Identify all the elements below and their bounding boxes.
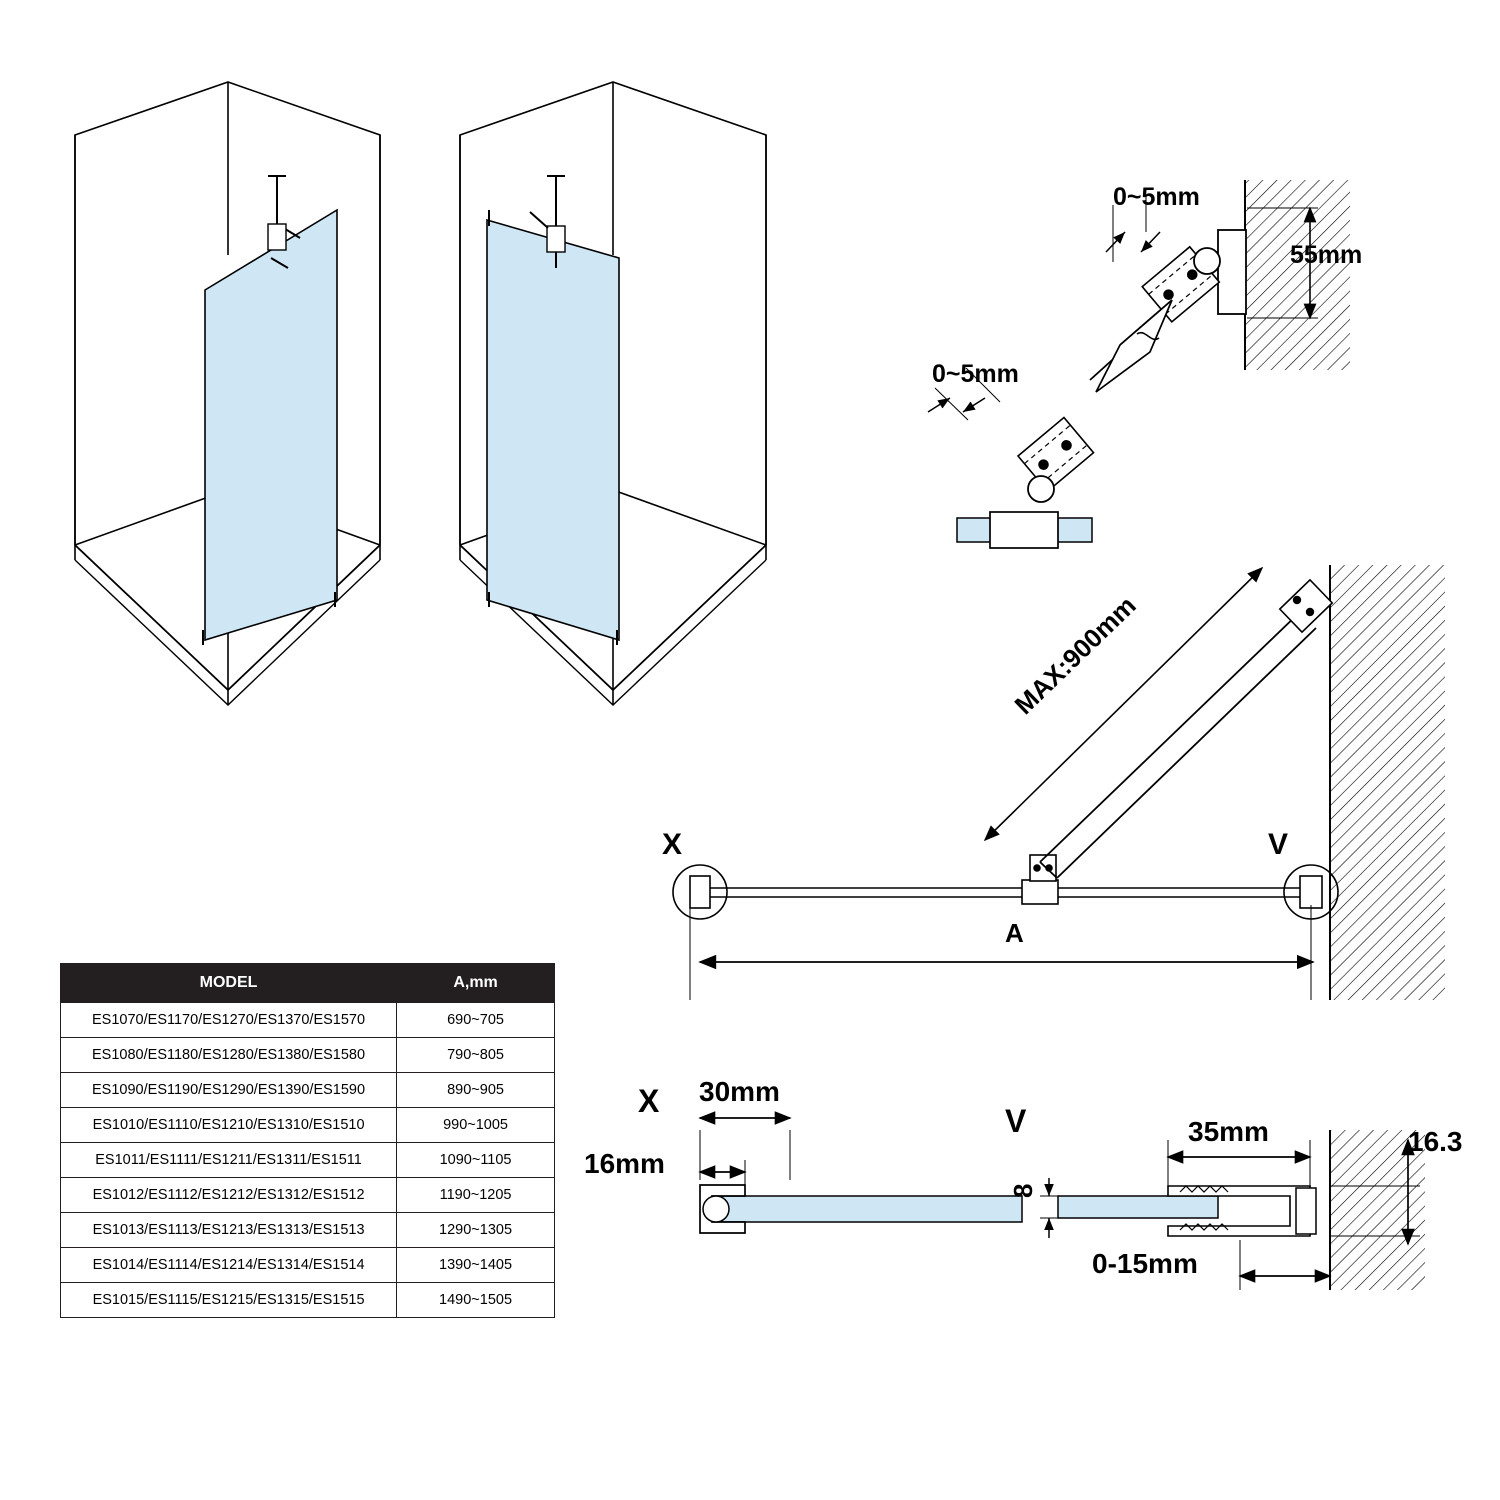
label-support-bar-max: MAX:900mm bbox=[1008, 590, 1142, 721]
label-detail-x-outer: 30mm bbox=[699, 1076, 780, 1107]
table-row bbox=[61, 1283, 555, 1318]
marker-detail-v-plan: V bbox=[1268, 828, 1289, 861]
enclosure-view-left bbox=[75, 82, 380, 705]
cell-a: 1190~1205 bbox=[397, 1178, 555, 1213]
cell-a: 990~1005 bbox=[397, 1108, 555, 1143]
cell-a: 690~705 bbox=[397, 1003, 555, 1038]
detail-x-title: X bbox=[638, 1083, 660, 1119]
table-header-model: MODEL bbox=[61, 964, 397, 1003]
label-detail-v-profile: 35mm bbox=[1188, 1116, 1269, 1147]
cell-a: 1290~1305 bbox=[397, 1213, 555, 1248]
table-row bbox=[61, 1108, 555, 1143]
table-row bbox=[61, 1038, 555, 1073]
label-detail-v-adjust: 0-15mm bbox=[1092, 1248, 1198, 1279]
cell-model: ES1014/ES1114/ES1214/ES1314/ES1514 bbox=[61, 1248, 397, 1283]
label-width-a: A bbox=[1005, 918, 1024, 948]
cell-a: 1490~1505 bbox=[397, 1283, 555, 1318]
detail-v-title: V bbox=[1005, 1103, 1027, 1139]
table-row bbox=[61, 1003, 555, 1038]
cell-model: ES1011/ES1111/ES1211/ES1311/ES1511 bbox=[61, 1143, 397, 1178]
cell-model: ES1015/ES1115/ES1215/ES1315/ES1515 bbox=[61, 1283, 397, 1318]
cell-model: ES1070/ES1170/ES1270/ES1370/ES1570 bbox=[61, 1003, 397, 1038]
table-header-a: A,mm bbox=[397, 964, 555, 1003]
label-bracket-gap-lower: 0~5mm bbox=[932, 360, 1019, 388]
cell-model: ES1010/ES1110/ES1210/ES1310/ES1510 bbox=[61, 1108, 397, 1143]
table-row bbox=[61, 1143, 555, 1178]
table-row bbox=[61, 1073, 555, 1108]
cell-model: ES1090/ES1190/ES1290/ES1390/ES1590 bbox=[61, 1073, 397, 1108]
label-detail-v-height: 16.3 bbox=[1408, 1126, 1463, 1157]
plan-view-support-bar bbox=[673, 565, 1445, 1000]
cell-a: 1090~1105 bbox=[397, 1143, 555, 1178]
cell-a: 1390~1405 bbox=[397, 1248, 555, 1283]
marker-detail-x-plan: X bbox=[662, 828, 683, 861]
table-header-row bbox=[61, 964, 555, 1003]
cell-model: ES1012/ES1112/ES1212/ES1312/ES1512 bbox=[61, 1178, 397, 1213]
label-bracket-gap-top: 0~5mm bbox=[1113, 183, 1200, 211]
table-row bbox=[61, 1213, 555, 1248]
label-detail-x-inner: 16mm bbox=[584, 1148, 665, 1179]
detail-x-section bbox=[700, 1118, 1022, 1233]
cell-a: 890~905 bbox=[397, 1073, 555, 1108]
label-detail-v-glass: 8 bbox=[1008, 1183, 1038, 1198]
cell-a: 790~805 bbox=[397, 1038, 555, 1073]
cell-model: ES1013/ES1113/ES1213/ES1313/ES1513 bbox=[61, 1213, 397, 1248]
enclosure-view-right bbox=[460, 82, 766, 705]
table-row bbox=[61, 1178, 555, 1213]
table-row bbox=[61, 1248, 555, 1283]
cell-model: ES1080/ES1180/ES1280/ES1380/ES1580 bbox=[61, 1038, 397, 1073]
model-spec-table bbox=[60, 963, 555, 1318]
label-wall-plate-height: 55mm bbox=[1290, 241, 1363, 269]
